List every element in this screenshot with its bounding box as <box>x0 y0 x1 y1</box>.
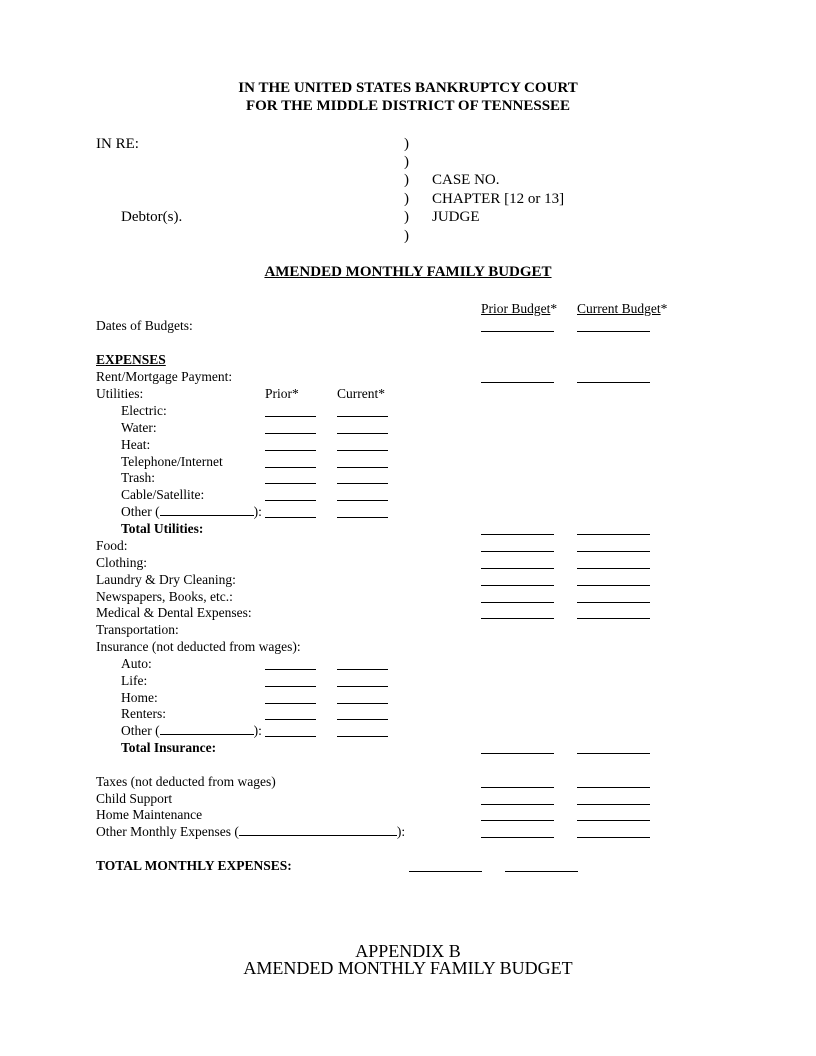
utility-other-description-field[interactable] <box>160 503 254 516</box>
utility-item-label: Trash: <box>121 470 156 485</box>
utility-item-label: Heat: <box>121 437 151 452</box>
insurance-prior-field[interactable] <box>265 703 316 704</box>
expense-prior-field[interactable] <box>481 551 554 552</box>
expense-label: Medical & Dental Expenses: <box>96 605 252 620</box>
insurance-other-current-field[interactable] <box>337 736 388 737</box>
utility-current-field[interactable] <box>337 467 388 468</box>
insurance-other-label: Other ( ): <box>121 723 262 738</box>
utility-current-field[interactable] <box>337 483 388 484</box>
insurance-item-label: Auto: <box>121 656 152 671</box>
chapter-label: CHAPTER [12 or 13] <box>432 191 565 207</box>
expense-current-field[interactable] <box>577 602 650 603</box>
other-monthly-current-field[interactable] <box>577 837 650 838</box>
total-monthly-current-field[interactable] <box>505 871 578 872</box>
total-utilities-prior-field[interactable] <box>481 534 554 535</box>
insurance-item-label: Life: <box>121 673 148 688</box>
total-monthly-prior-field[interactable] <box>409 871 482 872</box>
expense-label: Transportation: <box>96 622 179 637</box>
court-district: FOR THE MIDDLE DISTRICT OF TENNESSEE <box>245 98 571 114</box>
expense-prior-field[interactable] <box>481 568 554 569</box>
utility-current-field[interactable] <box>337 500 388 501</box>
footer-title: AMENDED MONTHLY FAMILY BUDGET <box>243 958 573 978</box>
expense-current-field[interactable] <box>577 787 650 788</box>
dates-prior-field[interactable] <box>481 331 554 332</box>
judge-label: JUDGE <box>432 209 480 225</box>
utility-other-prior-field[interactable] <box>265 517 316 518</box>
other-monthly-expenses-label: Other Monthly Expenses ( ): <box>96 824 406 839</box>
insurance-prior-field[interactable] <box>265 686 316 687</box>
expense-label: Clothing: <box>96 555 148 570</box>
utility-prior-field[interactable] <box>265 483 316 484</box>
utility-item-label: Water: <box>121 420 157 435</box>
insurance-label: Insurance (not deducted from wages): <box>96 639 301 654</box>
utility-item-label: Cable/Satellite: <box>121 487 205 502</box>
expense-current-field[interactable] <box>577 585 650 586</box>
rent-current-field[interactable] <box>577 382 650 383</box>
utility-prior-field[interactable] <box>265 467 316 468</box>
expense-prior-field[interactable] <box>481 602 554 603</box>
insurance-current-field[interactable] <box>337 703 388 704</box>
expense-prior-field[interactable] <box>481 585 554 586</box>
insurance-item-label: Renters: <box>121 706 166 721</box>
expense-label: Newspapers, Books, etc.: <box>96 589 233 604</box>
expense-prior-field[interactable] <box>481 804 554 805</box>
court-name: IN THE UNITED STATES BANKRUPTCY COURT <box>238 80 578 96</box>
utility-current-field[interactable] <box>337 433 388 434</box>
expense-prior-field[interactable] <box>481 787 554 788</box>
current-budget-header: Current Budget* <box>577 301 668 316</box>
expense-label: Laundry & Dry Cleaning: <box>96 572 236 587</box>
utility-item-label: Telephone/Internet <box>121 454 223 469</box>
utility-current-field[interactable] <box>337 416 388 417</box>
expense-current-field[interactable] <box>577 618 650 619</box>
total-utilities-label: Total Utilities: <box>121 521 204 536</box>
utilities-label: Utilities: <box>96 386 144 401</box>
total-insurance-prior-field[interactable] <box>481 753 554 754</box>
total-insurance-current-field[interactable] <box>577 753 650 754</box>
insurance-item-label: Home: <box>121 690 158 705</box>
insurance-other-description-field[interactable] <box>160 722 254 735</box>
expense-current-field[interactable] <box>577 804 650 805</box>
debtor-label: Debtor(s). <box>121 209 183 225</box>
utility-prior-field[interactable] <box>265 450 316 451</box>
utility-other-current-field[interactable] <box>337 517 388 518</box>
expense-current-field[interactable] <box>577 820 650 821</box>
dates-of-budgets-label: Dates of Budgets: <box>96 318 193 333</box>
total-utilities-current-field[interactable] <box>577 534 650 535</box>
expense-label: Taxes (not deducted from wages) <box>96 774 276 789</box>
expense-prior-field[interactable] <box>481 618 554 619</box>
utilities-prior-header: Prior* <box>265 386 299 401</box>
total-monthly-expenses-label: TOTAL MONTHLY EXPENSES: <box>96 858 292 873</box>
insurance-other-prior-field[interactable] <box>265 736 316 737</box>
expense-current-field[interactable] <box>577 551 650 552</box>
expense-prior-field[interactable] <box>481 820 554 821</box>
appendix-label: APPENDIX B <box>355 941 461 961</box>
utility-prior-field[interactable] <box>265 500 316 501</box>
expense-label: Home Maintenance <box>96 807 203 822</box>
dates-current-field[interactable] <box>577 331 650 332</box>
caption-paren: ) <box>404 136 409 152</box>
caption-paren: ) <box>404 154 409 170</box>
utility-current-field[interactable] <box>337 450 388 451</box>
total-insurance-label: Total Insurance: <box>121 740 217 755</box>
insurance-prior-field[interactable] <box>265 719 316 720</box>
caption-paren: ) <box>404 172 409 188</box>
insurance-prior-field[interactable] <box>265 669 316 670</box>
utility-prior-field[interactable] <box>265 416 316 417</box>
in-re-label: IN RE: <box>96 136 139 152</box>
other-monthly-description-field[interactable] <box>239 823 397 836</box>
expenses-heading: EXPENSES <box>96 352 166 367</box>
prior-budget-header: Prior Budget* <box>481 301 558 316</box>
utilities-current-header: Current* <box>337 386 385 401</box>
caption-paren: ) <box>404 209 409 225</box>
utility-prior-field[interactable] <box>265 433 316 434</box>
rent-prior-field[interactable] <box>481 382 554 383</box>
insurance-current-field[interactable] <box>337 686 388 687</box>
caption-paren: ) <box>404 191 409 207</box>
other-monthly-prior-field[interactable] <box>481 837 554 838</box>
expense-current-field[interactable] <box>577 568 650 569</box>
insurance-current-field[interactable] <box>337 669 388 670</box>
utility-item-label: Electric: <box>121 403 167 418</box>
case-no-label: CASE NO. <box>432 172 500 188</box>
caption-paren: ) <box>404 228 409 244</box>
utility-other-label: Other ( ): <box>121 504 262 519</box>
insurance-current-field[interactable] <box>337 719 388 720</box>
expense-label: Food: <box>96 538 128 553</box>
form-title: AMENDED MONTHLY FAMILY BUDGET <box>264 264 552 280</box>
expense-label: Child Support <box>96 791 173 806</box>
rent-label: Rent/Mortgage Payment: <box>96 369 233 384</box>
